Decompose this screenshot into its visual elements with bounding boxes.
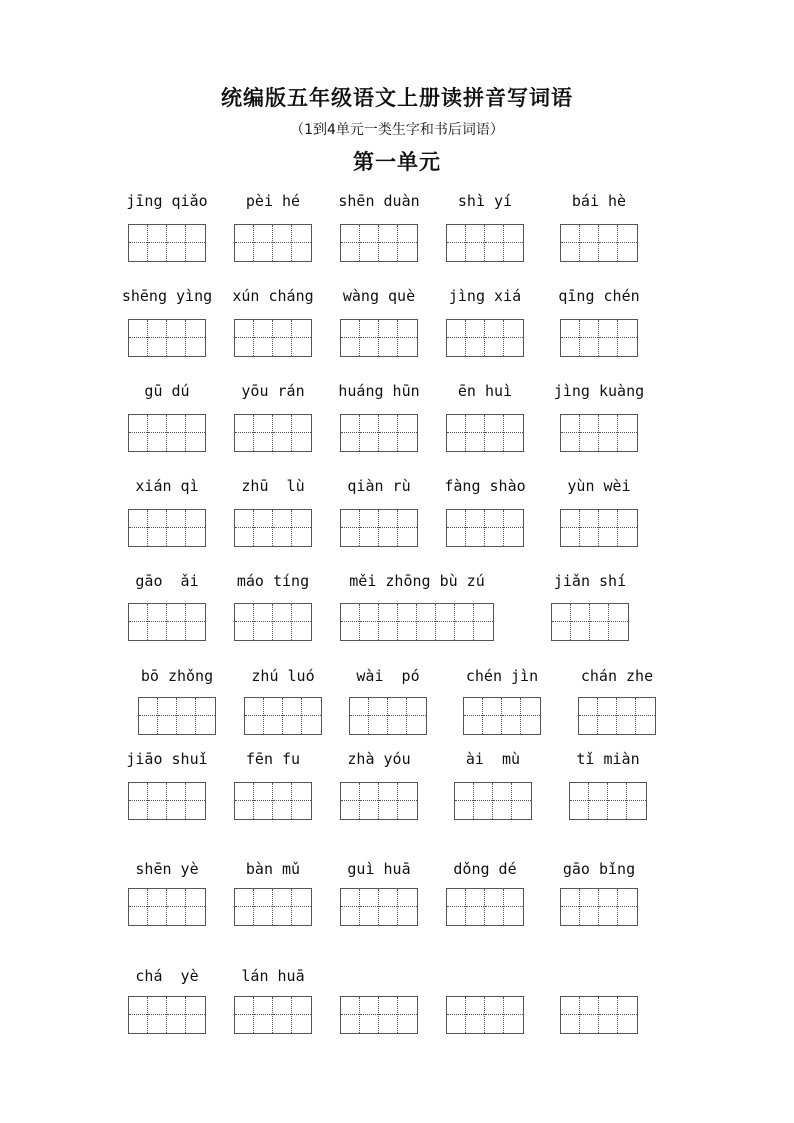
grid-cell[interactable]	[504, 510, 523, 546]
grid-cell[interactable]	[627, 783, 646, 819]
writing-grid[interactable]	[560, 888, 638, 926]
writing-grid[interactable]	[340, 996, 418, 1034]
grid-cell[interactable]	[254, 225, 273, 261]
writing-grid[interactable]	[560, 509, 638, 547]
writing-grid[interactable]	[446, 224, 524, 262]
grid-cell[interactable]	[254, 889, 273, 925]
grid-cell[interactable]	[466, 510, 485, 546]
grid-cell[interactable]	[148, 225, 167, 261]
pinyin-prompt	[432, 965, 538, 987]
grid-cell[interactable]	[360, 889, 379, 925]
grid-cell[interactable]	[129, 510, 148, 546]
grid-cell[interactable]	[617, 698, 636, 734]
pinyin-prompt: wàng què	[342, 287, 416, 305]
writing-grid[interactable]	[128, 319, 206, 357]
grid-cell[interactable]	[292, 889, 311, 925]
grid-cell[interactable]	[474, 783, 493, 819]
grid-cell[interactable]	[196, 698, 215, 734]
grid-cell[interactable]	[618, 225, 637, 261]
grid-cell[interactable]	[485, 997, 504, 1033]
pinyin-prompt: ài mù	[465, 750, 521, 768]
grid-cell[interactable]	[186, 889, 205, 925]
grid-cell[interactable]	[254, 415, 273, 451]
pinyin-prompt: shēn duàn	[338, 192, 420, 210]
grid-cell[interactable]	[148, 604, 167, 640]
grid-cell[interactable]	[580, 415, 599, 451]
grid-cell[interactable]	[636, 698, 655, 734]
grid-cell[interactable]	[273, 510, 292, 546]
grid-cell[interactable]	[129, 320, 148, 356]
grid-cell[interactable]	[360, 604, 379, 640]
grid-cell[interactable]	[129, 889, 148, 925]
writing-grid[interactable]	[349, 697, 427, 735]
writing-grid[interactable]	[340, 888, 418, 926]
grid-cell[interactable]	[186, 225, 205, 261]
grid-cell[interactable]	[618, 510, 637, 546]
writing-grid[interactable]	[234, 603, 312, 641]
writing-grid[interactable]	[446, 509, 524, 547]
grid-cell[interactable]	[139, 698, 158, 734]
grid-cell[interactable]	[447, 225, 466, 261]
grid-cell[interactable]	[464, 698, 483, 734]
grid-cell[interactable]	[398, 604, 417, 640]
grid-cell[interactable]	[618, 320, 637, 356]
grid-cell[interactable]	[599, 997, 618, 1033]
grid-cell[interactable]	[341, 510, 360, 546]
grid-cell[interactable]	[561, 510, 580, 546]
grid-cell[interactable]	[129, 415, 148, 451]
page-subtitle: （1到4单元一类生字和书后词语）	[290, 122, 504, 138]
writing-grid[interactable]	[340, 509, 418, 547]
pinyin-prompt: lán huā	[241, 967, 305, 985]
pinyin-prompt: xún cháng	[232, 287, 314, 305]
grid-cell[interactable]	[235, 783, 254, 819]
grid-cell[interactable]	[580, 510, 599, 546]
writing-grid[interactable]	[551, 603, 629, 641]
grid-cell[interactable]	[273, 415, 292, 451]
grid-cell[interactable]	[254, 783, 273, 819]
grid-cell[interactable]	[360, 997, 379, 1033]
pinyin-prompt: máo tíng	[236, 572, 310, 590]
grid-cell[interactable]	[148, 320, 167, 356]
grid-cell[interactable]	[485, 225, 504, 261]
grid-cell[interactable]	[129, 604, 148, 640]
grid-cell[interactable]	[235, 604, 254, 640]
grid-cell[interactable]	[398, 783, 417, 819]
grid-cell[interactable]	[341, 783, 360, 819]
grid-cell[interactable]	[379, 889, 398, 925]
pinyin-prompt: chén jìn	[465, 667, 539, 685]
writing-grid[interactable]	[569, 782, 647, 820]
pinyin-prompt: fēn fu	[245, 750, 301, 768]
pinyin-prompt: jìng kuàng	[553, 382, 645, 400]
grid-cell[interactable]	[158, 698, 177, 734]
writing-grid[interactable]	[578, 697, 656, 735]
grid-cell[interactable]	[167, 889, 186, 925]
pinyin-prompt: jiāo shuǐ	[126, 750, 208, 768]
grid-cell[interactable]	[388, 698, 407, 734]
grid-cell[interactable]	[398, 510, 417, 546]
pinyin-prompt: xián qì	[135, 477, 199, 495]
writing-grid[interactable]	[128, 888, 206, 926]
pinyin-prompt: bō zhǒng	[140, 667, 214, 685]
grid-cell[interactable]	[341, 889, 360, 925]
grid-cell[interactable]	[504, 320, 523, 356]
pinyin-prompt: shì yí	[457, 192, 513, 210]
grid-cell[interactable]	[589, 783, 608, 819]
grid-cell[interactable]	[341, 415, 360, 451]
grid-cell[interactable]	[483, 698, 502, 734]
pinyin-prompt: chá yè	[135, 967, 199, 985]
grid-cell[interactable]	[292, 783, 311, 819]
writing-grid[interactable]	[128, 603, 206, 641]
grid-cell[interactable]	[455, 783, 474, 819]
writing-grid[interactable]	[446, 319, 524, 357]
writing-grid[interactable]	[560, 319, 638, 357]
grid-cell[interactable]	[167, 997, 186, 1033]
grid-cell[interactable]	[167, 510, 186, 546]
grid-cell[interactable]	[264, 698, 283, 734]
grid-cell[interactable]	[561, 889, 580, 925]
grid-cell[interactable]	[186, 604, 205, 640]
pinyin-prompt: gāo bǐng	[562, 860, 636, 878]
writing-grid[interactable]	[244, 697, 322, 735]
page-title: 统编版五年级语文上册读拼音写词语	[221, 86, 573, 110]
pinyin-prompt: jìng xiá	[448, 287, 522, 305]
grid-cell[interactable]	[447, 889, 466, 925]
grid-cell[interactable]	[474, 604, 493, 640]
grid-cell[interactable]	[235, 225, 254, 261]
grid-cell[interactable]	[493, 783, 512, 819]
grid-cell[interactable]	[379, 510, 398, 546]
pinyin-prompt	[546, 965, 652, 987]
writing-grid[interactable]	[128, 782, 206, 820]
grid-cell[interactable]	[590, 604, 609, 640]
grid-cell[interactable]	[273, 320, 292, 356]
pinyin-prompt: jiǎn shí	[553, 572, 627, 590]
grid-cell[interactable]	[379, 997, 398, 1033]
grid-cell[interactable]	[273, 783, 292, 819]
grid-cell[interactable]	[167, 320, 186, 356]
grid-cell[interactable]	[148, 889, 167, 925]
writing-grid[interactable]	[446, 888, 524, 926]
writing-grid[interactable]	[560, 996, 638, 1034]
pinyin-prompt: dǒng dé	[453, 860, 517, 878]
grid-cell[interactable]	[273, 225, 292, 261]
pinyin-prompt: zhú luó	[251, 667, 315, 685]
grid-cell[interactable]	[148, 783, 167, 819]
grid-cell[interactable]	[580, 320, 599, 356]
grid-cell[interactable]	[273, 889, 292, 925]
grid-cell[interactable]	[580, 225, 599, 261]
grid-cell[interactable]	[341, 225, 360, 261]
grid-cell[interactable]	[379, 225, 398, 261]
writing-grid[interactable]	[234, 509, 312, 547]
grid-cell[interactable]	[561, 415, 580, 451]
grid-cell[interactable]	[398, 997, 417, 1033]
grid-cell[interactable]	[167, 783, 186, 819]
grid-cell[interactable]	[341, 997, 360, 1033]
grid-cell[interactable]	[245, 698, 264, 734]
writing-grid[interactable]	[340, 224, 418, 262]
pinyin-prompt: gāo ǎi	[135, 572, 199, 590]
grid-cell[interactable]	[485, 415, 504, 451]
writing-grid[interactable]	[446, 996, 524, 1034]
grid-cell[interactable]	[599, 225, 618, 261]
pinyin-prompt: qīng chén	[558, 287, 640, 305]
grid-cell[interactable]	[292, 510, 311, 546]
pinyin-prompt: bái hè	[571, 192, 627, 210]
grid-cell[interactable]	[447, 997, 466, 1033]
grid-cell[interactable]	[608, 783, 627, 819]
grid-cell[interactable]	[167, 604, 186, 640]
grid-cell[interactable]	[485, 889, 504, 925]
pinyin-prompt: gū dú	[144, 382, 190, 400]
grid-cell[interactable]	[273, 604, 292, 640]
grid-cell[interactable]	[618, 415, 637, 451]
grid-cell[interactable]	[379, 320, 398, 356]
grid-cell[interactable]	[254, 997, 273, 1033]
grid-cell[interactable]	[466, 415, 485, 451]
grid-cell[interactable]	[148, 997, 167, 1033]
unit-heading: 第一单元	[353, 150, 441, 174]
pinyin-prompt: zhū lù	[241, 477, 305, 495]
grid-cell[interactable]	[379, 783, 398, 819]
grid-cell[interactable]	[379, 604, 398, 640]
grid-cell[interactable]	[148, 415, 167, 451]
writing-grid[interactable]	[340, 782, 418, 820]
grid-cell[interactable]	[618, 889, 637, 925]
grid-cell[interactable]	[235, 320, 254, 356]
grid-cell[interactable]	[360, 225, 379, 261]
grid-cell[interactable]	[398, 889, 417, 925]
grid-cell[interactable]	[436, 604, 455, 640]
grid-cell[interactable]	[369, 698, 388, 734]
grid-cell[interactable]	[561, 320, 580, 356]
grid-cell[interactable]	[186, 510, 205, 546]
grid-cell[interactable]	[292, 320, 311, 356]
grid-cell[interactable]	[292, 225, 311, 261]
grid-cell[interactable]	[254, 604, 273, 640]
grid-cell[interactable]	[283, 698, 302, 734]
grid-cell[interactable]	[341, 604, 360, 640]
grid-cell[interactable]	[350, 698, 369, 734]
grid-cell[interactable]	[504, 889, 523, 925]
grid-cell[interactable]	[512, 783, 531, 819]
grid-cell[interactable]	[129, 783, 148, 819]
pinyin-prompt: bàn mǔ	[245, 860, 301, 878]
grid-cell[interactable]	[504, 415, 523, 451]
grid-cell[interactable]	[186, 783, 205, 819]
grid-cell[interactable]	[167, 225, 186, 261]
grid-cell[interactable]	[466, 320, 485, 356]
grid-cell[interactable]	[561, 997, 580, 1033]
writing-grid[interactable]	[234, 224, 312, 262]
grid-cell[interactable]	[447, 320, 466, 356]
grid-cell[interactable]	[504, 997, 523, 1033]
grid-cell[interactable]	[360, 320, 379, 356]
grid-cell[interactable]	[360, 510, 379, 546]
grid-cell[interactable]	[379, 415, 398, 451]
pinyin-prompt: chán zhe	[580, 667, 654, 685]
pinyin-prompt: wài pó	[356, 667, 420, 685]
grid-cell[interactable]	[599, 415, 618, 451]
writing-grid[interactable]	[128, 414, 206, 452]
grid-cell[interactable]	[407, 698, 426, 734]
pinyin-prompt: fàng shào	[444, 477, 526, 495]
grid-cell[interactable]	[235, 889, 254, 925]
grid-cell[interactable]	[580, 997, 599, 1033]
pinyin-prompt: qiàn rù	[347, 477, 411, 495]
grid-cell[interactable]	[618, 997, 637, 1033]
grid-cell[interactable]	[302, 698, 321, 734]
pinyin-prompt: zhà yóu	[347, 750, 411, 768]
grid-cell[interactable]	[598, 698, 617, 734]
grid-cell[interactable]	[599, 510, 618, 546]
grid-cell[interactable]	[455, 604, 474, 640]
pinyin-prompt: jīng qiǎo	[126, 192, 208, 210]
grid-cell[interactable]	[254, 510, 273, 546]
writing-grid[interactable]	[128, 224, 206, 262]
writing-grid[interactable]	[446, 414, 524, 452]
grid-cell[interactable]	[186, 997, 205, 1033]
writing-grid[interactable]	[560, 414, 638, 452]
pinyin-prompt: yōu rán	[241, 382, 305, 400]
grid-cell[interactable]	[447, 415, 466, 451]
writing-grid[interactable]	[234, 996, 312, 1034]
grid-cell[interactable]	[360, 415, 379, 451]
grid-cell[interactable]	[235, 415, 254, 451]
grid-cell[interactable]	[579, 698, 598, 734]
pinyin-prompt: shēn yè	[135, 860, 199, 878]
grid-cell[interactable]	[609, 604, 628, 640]
writing-grid[interactable]	[234, 888, 312, 926]
grid-cell[interactable]	[341, 320, 360, 356]
grid-cell[interactable]	[186, 320, 205, 356]
grid-cell[interactable]	[254, 320, 273, 356]
writing-grid[interactable]	[560, 224, 638, 262]
grid-cell[interactable]	[129, 997, 148, 1033]
grid-cell[interactable]	[561, 225, 580, 261]
pinyin-prompt: guì huā	[347, 860, 411, 878]
grid-cell[interactable]	[502, 698, 521, 734]
writing-grid[interactable]	[340, 603, 494, 641]
writing-grid[interactable]	[454, 782, 532, 820]
pinyin-prompt: pèi hé	[245, 192, 301, 210]
grid-cell[interactable]	[398, 225, 417, 261]
grid-cell[interactable]	[570, 783, 589, 819]
grid-cell[interactable]	[177, 698, 196, 734]
grid-cell[interactable]	[129, 225, 148, 261]
pinyin-prompt: tǐ miàn	[576, 750, 640, 768]
writing-grid[interactable]	[128, 996, 206, 1034]
grid-cell[interactable]	[466, 889, 485, 925]
writing-grid[interactable]	[463, 697, 541, 735]
grid-cell[interactable]	[398, 320, 417, 356]
grid-cell[interactable]	[466, 225, 485, 261]
writing-grid[interactable]	[340, 414, 418, 452]
writing-grid[interactable]	[340, 319, 418, 357]
writing-grid[interactable]	[128, 509, 206, 547]
pinyin-prompt: měi zhōng bù zú	[349, 572, 485, 590]
pinyin-prompt: ēn huì	[457, 382, 513, 400]
grid-cell[interactable]	[417, 604, 436, 640]
grid-cell[interactable]	[235, 997, 254, 1033]
grid-cell[interactable]	[485, 320, 504, 356]
grid-cell[interactable]	[186, 415, 205, 451]
writing-grid[interactable]	[138, 697, 216, 735]
grid-cell[interactable]	[167, 415, 186, 451]
grid-cell[interactable]	[466, 997, 485, 1033]
grid-cell[interactable]	[235, 510, 254, 546]
grid-cell[interactable]	[599, 320, 618, 356]
writing-grid[interactable]	[234, 782, 312, 820]
grid-cell[interactable]	[504, 225, 523, 261]
grid-cell[interactable]	[485, 510, 504, 546]
grid-cell[interactable]	[273, 997, 292, 1033]
grid-cell[interactable]	[398, 415, 417, 451]
writing-grid[interactable]	[234, 319, 312, 357]
grid-cell[interactable]	[360, 783, 379, 819]
grid-cell[interactable]	[571, 604, 590, 640]
grid-cell[interactable]	[292, 604, 311, 640]
grid-cell[interactable]	[447, 510, 466, 546]
grid-cell[interactable]	[148, 510, 167, 546]
grid-cell[interactable]	[292, 415, 311, 451]
writing-grid[interactable]	[234, 414, 312, 452]
grid-cell[interactable]	[292, 997, 311, 1033]
pinyin-prompt: yùn wèi	[567, 477, 631, 495]
grid-cell[interactable]	[552, 604, 571, 640]
grid-cell[interactable]	[580, 889, 599, 925]
pinyin-prompt: shēng yìng	[121, 287, 213, 305]
pinyin-prompt	[326, 965, 432, 987]
pinyin-prompt: huáng hūn	[338, 382, 420, 400]
grid-cell[interactable]	[599, 889, 618, 925]
grid-cell[interactable]	[521, 698, 540, 734]
